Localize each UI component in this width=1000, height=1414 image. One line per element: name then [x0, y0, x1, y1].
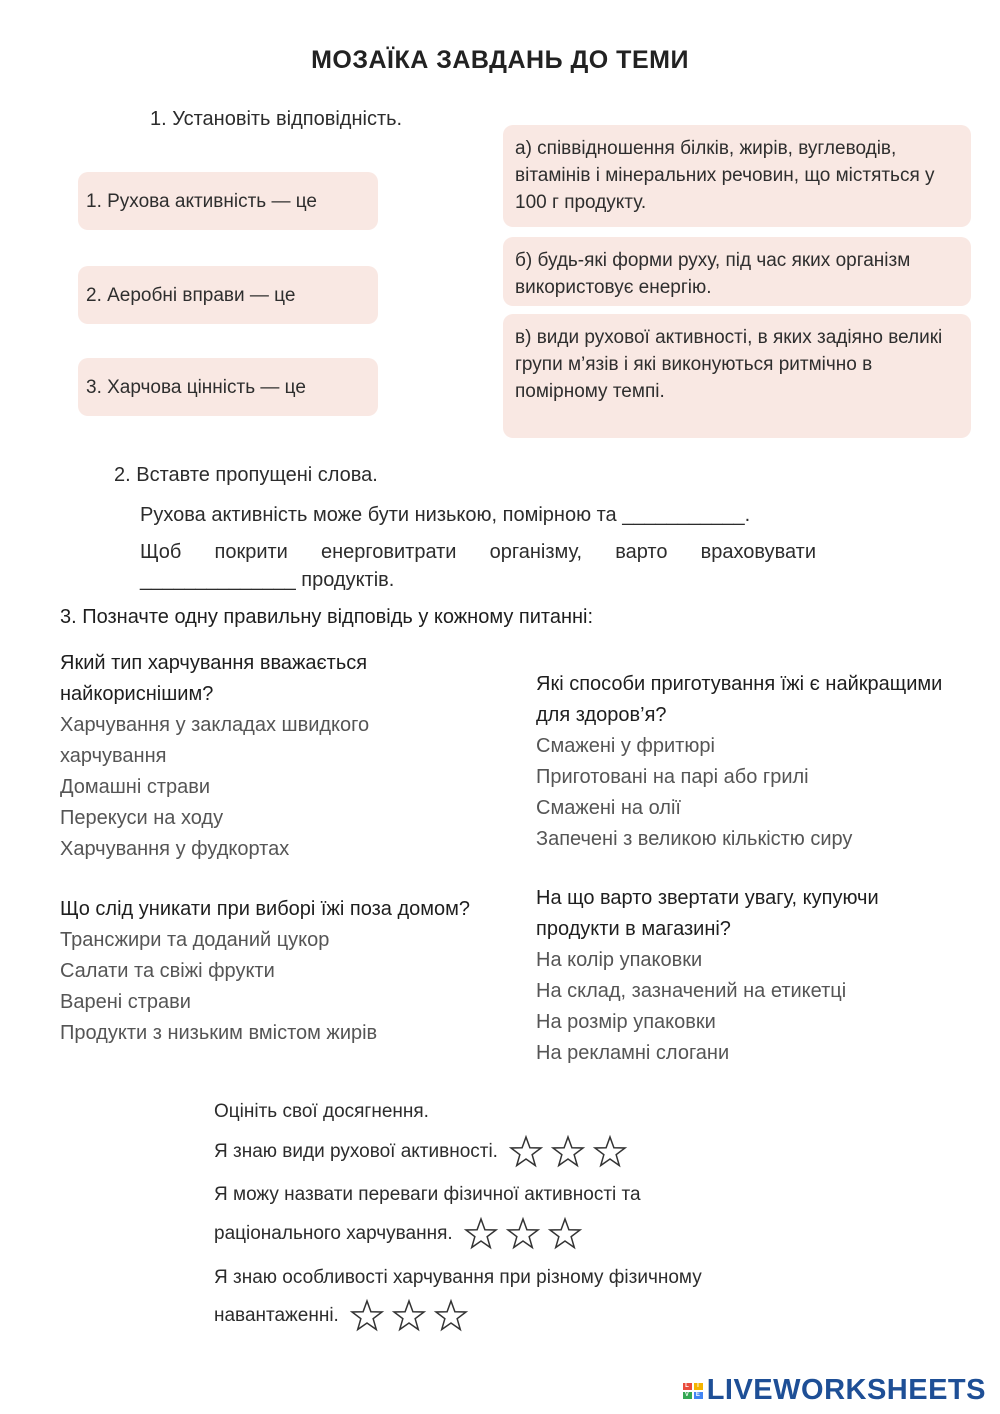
question-3-title: Що слід уникати при виборі їжі поза домом?	[60, 898, 470, 920]
question-2-option-1[interactable]: Смажені у фритюрі	[536, 735, 715, 757]
star-icon[interactable]	[547, 1216, 583, 1252]
self-assessment-line-2	[214, 1216, 583, 1252]
question-4-title: На що варто звертати увагу, купуючи продукти в магазині?	[536, 887, 879, 940]
star-icon[interactable]	[463, 1216, 499, 1252]
match-right-a[interactable]	[503, 125, 971, 227]
rating-stars-1	[508, 1134, 628, 1170]
task2-heading: 2. Вставте пропущені слова.	[114, 464, 378, 486]
question-2-option-4[interactable]: Запечені з великою кількістю сиру	[536, 828, 853, 850]
logo-text: LIVEWORKSHEETS	[706, 1374, 986, 1406]
task3-heading: 3. Позначте одну правильну відповідь у кожному питанні:	[60, 606, 594, 628]
match-left-2-text: 2. Аеробні вправи — це	[86, 284, 296, 306]
match-left-2[interactable]	[78, 266, 378, 324]
question-3-option-1[interactable]: Трансжири та доданий цукор	[60, 929, 330, 951]
star-icon[interactable]	[592, 1134, 628, 1170]
self-assessment-line-3	[214, 1298, 469, 1334]
self-assessment-line-1-text: Я знаю види рухової активності.	[214, 1141, 498, 1162]
match-right-c-text: в) види рухової активності, в яких задіяно великі групи м’язів і які виконуються ритмічно в помірному темпі.	[515, 327, 943, 402]
question-1-option-3[interactable]: Перекуси на ходу	[60, 807, 224, 829]
question-2	[536, 669, 956, 855]
logo-mark-i: I	[694, 1383, 703, 1390]
page-title: МОЗАЇКА ЗАВДАНЬ ДО ТЕМИ	[311, 46, 689, 74]
match-left-3-text: 3. Харчова цінність — це	[86, 376, 306, 398]
match-right-b[interactable]	[503, 237, 971, 306]
fill-sentence-1[interactable]: Рухова активність може бути низькою, помірною та ___________.	[140, 504, 751, 526]
question-3-option-2[interactable]: Салати та свіжі фрукти	[60, 960, 275, 982]
logo-mark-v: V	[683, 1392, 692, 1399]
question-1-option-2[interactable]: Домашні страви	[60, 776, 211, 798]
self-assessment-line-2a: Я можу назвати переваги фізичної активності та	[214, 1184, 641, 1205]
match-left-3[interactable]	[78, 358, 378, 416]
liveworksheets-logo	[683, 1374, 986, 1407]
rating-stars-3	[349, 1298, 469, 1334]
task1-heading: 1. Установіть відповідність.	[150, 108, 403, 130]
question-4	[536, 883, 956, 1069]
match-right-b-text: б) будь-які форми руху, під час яких організм використовує енергію.	[515, 250, 911, 298]
fill-sentence-2-line1: Щоб покрити енерговитрати організму, варто враховувати	[140, 541, 816, 563]
self-assessment-line-1	[214, 1134, 628, 1170]
question-1-option-1[interactable]: Харчування у закладах швидкого харчування	[60, 714, 370, 767]
logo-mark-l: L	[683, 1383, 692, 1390]
match-right-a-text: а) співвідношення білків, жирів, вуглеводів, вітамінів і мінеральних речовин, що містяться у 100 г продукту.	[515, 138, 935, 213]
question-4-option-1[interactable]: На колір упаковки	[536, 949, 703, 971]
self-assessment-heading: Оцініть свої досягнення.	[214, 1101, 429, 1122]
star-icon[interactable]	[508, 1134, 544, 1170]
question-3-option-3[interactable]: Варені страви	[60, 991, 191, 1013]
star-icon[interactable]	[391, 1298, 427, 1334]
match-right-c[interactable]	[503, 314, 971, 438]
match-left-1[interactable]	[78, 172, 378, 230]
question-2-option-3[interactable]: Смажені на олії	[536, 797, 681, 819]
match-left-1-text: 1. Рухова активність — це	[86, 190, 317, 212]
question-1-title: Який тип харчування вважається найкориснішим?	[60, 652, 368, 705]
self-assessment-line-2b-text: раціонального харчування.	[214, 1223, 453, 1244]
question-2-title: Які способи приготування їжі є найкращими для здоров’я?	[536, 673, 943, 726]
star-icon[interactable]	[349, 1298, 385, 1334]
question-1-option-4[interactable]: Харчування у фудкортах	[60, 838, 290, 860]
logo-mark-icon	[683, 1383, 703, 1399]
question-3-option-4[interactable]: Продукти з низьким вмістом жирів	[60, 1022, 378, 1044]
logo-mark-e: E	[694, 1392, 703, 1399]
question-4-option-2[interactable]: На склад, зазначений на етикетці	[536, 980, 847, 1002]
self-assessment-line-3a: Я знаю особливості харчування при різному фізичному	[214, 1267, 702, 1288]
question-1	[60, 648, 460, 865]
star-icon[interactable]	[433, 1298, 469, 1334]
question-3	[60, 894, 480, 1049]
question-2-option-2[interactable]: Приготовані на парі або грилі	[536, 766, 809, 788]
self-assessment-line-3b-text: навантаженні.	[214, 1305, 339, 1326]
star-icon[interactable]	[550, 1134, 586, 1170]
star-icon[interactable]	[505, 1216, 541, 1252]
question-4-option-3[interactable]: На розмір упаковки	[536, 1011, 716, 1033]
fill-sentence-2-line2[interactable]: ______________ продуктів.	[140, 569, 395, 591]
question-4-option-4[interactable]: На рекламні слогани	[536, 1042, 730, 1064]
rating-stars-2	[463, 1216, 583, 1252]
